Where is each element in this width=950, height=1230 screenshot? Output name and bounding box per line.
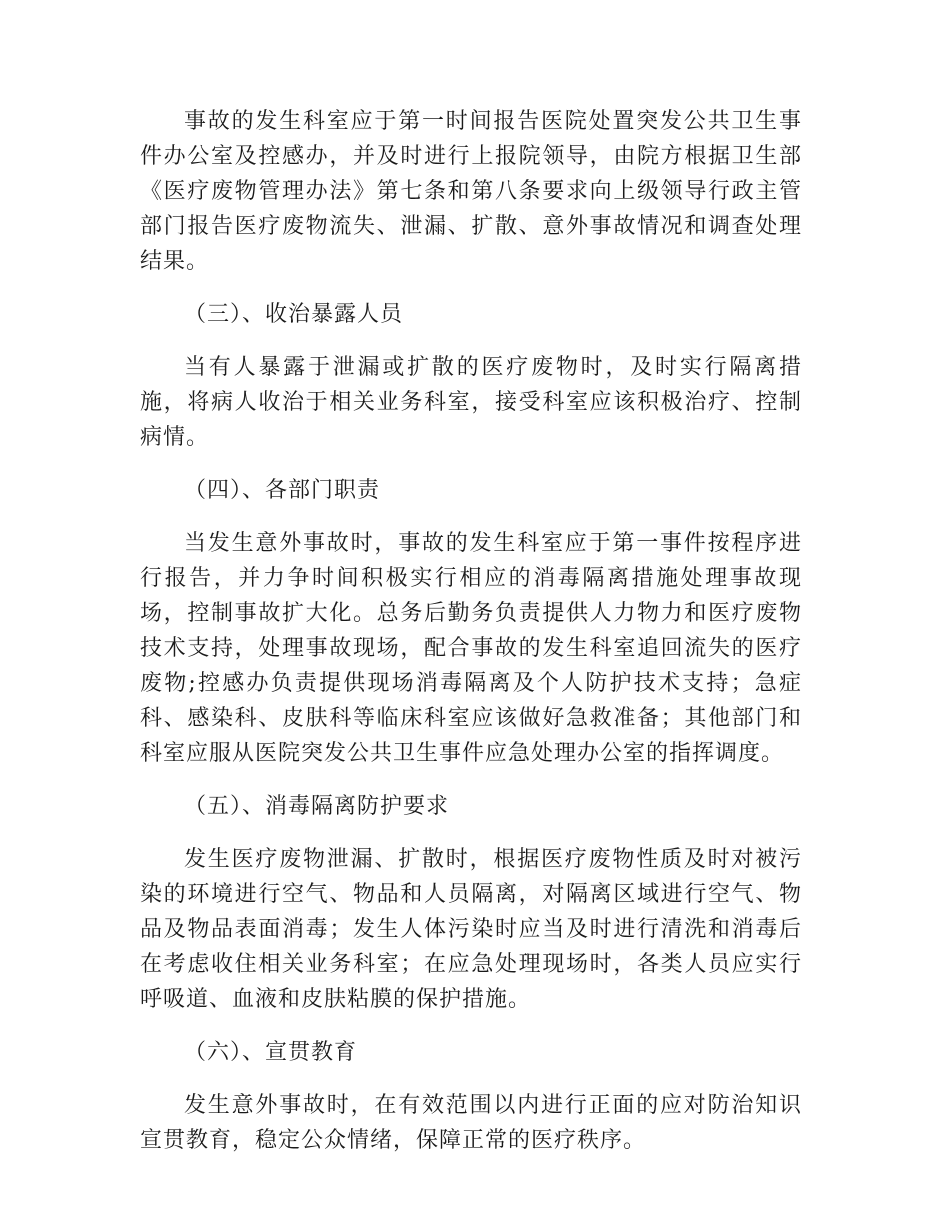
section-heading-disinfection: （五）、消毒隔离防护要求 <box>184 794 450 819</box>
section-heading-treat-exposed: （三）、收治暴露人员 <box>184 302 404 327</box>
paragraph-incident-reporting: 事故的发生科室应于第一时间报告医院处置突发公共卫生事件办公室及控感办，并及时进行上报院领导，由院方根据卫生部《医疗废物管理办法》第七条和第八条要求向上级领导行政主管部门报告医疗废物流失、泄漏、扩散、意外事故情况和调查处理结果。 <box>140 109 802 274</box>
paragraph-department-duties: 当发生意外事故时，事故的发生科室应于第一事件按程序进行报告，并力争时间积极实行相应的消毒隔离措施处理事故现场，控制事故扩大化。总务后勤务负责提供人力物力和医疗废物技术支持，处理事故现场，配合事故的发生科室追回流失的医疗废物;控感办负责提供现场消毒隔离及个人防护技术支持；急症科、感染科、皮肤科等临床科室应该做好急救准备；其他部门和科室应服从医院突发公共卫生事件应急处理办公室的指挥调度。 <box>140 531 802 766</box>
document-body <box>140 104 802 1176</box>
paragraph-disinfection: 发生医疗废物泄漏、扩散时，根据医疗废物性质及时对被污染的环境进行空气、物品和人员隔离，对隔离区域进行空气、物品及物品表面消毒；发生人体污染时应当及时进行清洗和消毒后在考虑收住相关业务科室；在应急处理现场时，各类人员应实行呼吸道、血液和皮肤粘膜的保护措施。 <box>140 847 802 1012</box>
paragraph-treat-exposed: 当有人暴露于泄漏或扩散的医疗废物时，及时实行隔离措施，将病人收治于相关业务科室，接受科室应该积极治疗、控制病情。 <box>140 355 802 450</box>
section-heading-department-duties: （四）、各部门职责 <box>184 478 381 503</box>
section-heading-education: （六）、宣贯教育 <box>184 1040 358 1065</box>
paragraph-education: 发生意外事故时，在有效范围以内进行正面的应对防治知识宣贯教育，稳定公众情绪，保障正常的医疗秩序。 <box>140 1093 802 1153</box>
